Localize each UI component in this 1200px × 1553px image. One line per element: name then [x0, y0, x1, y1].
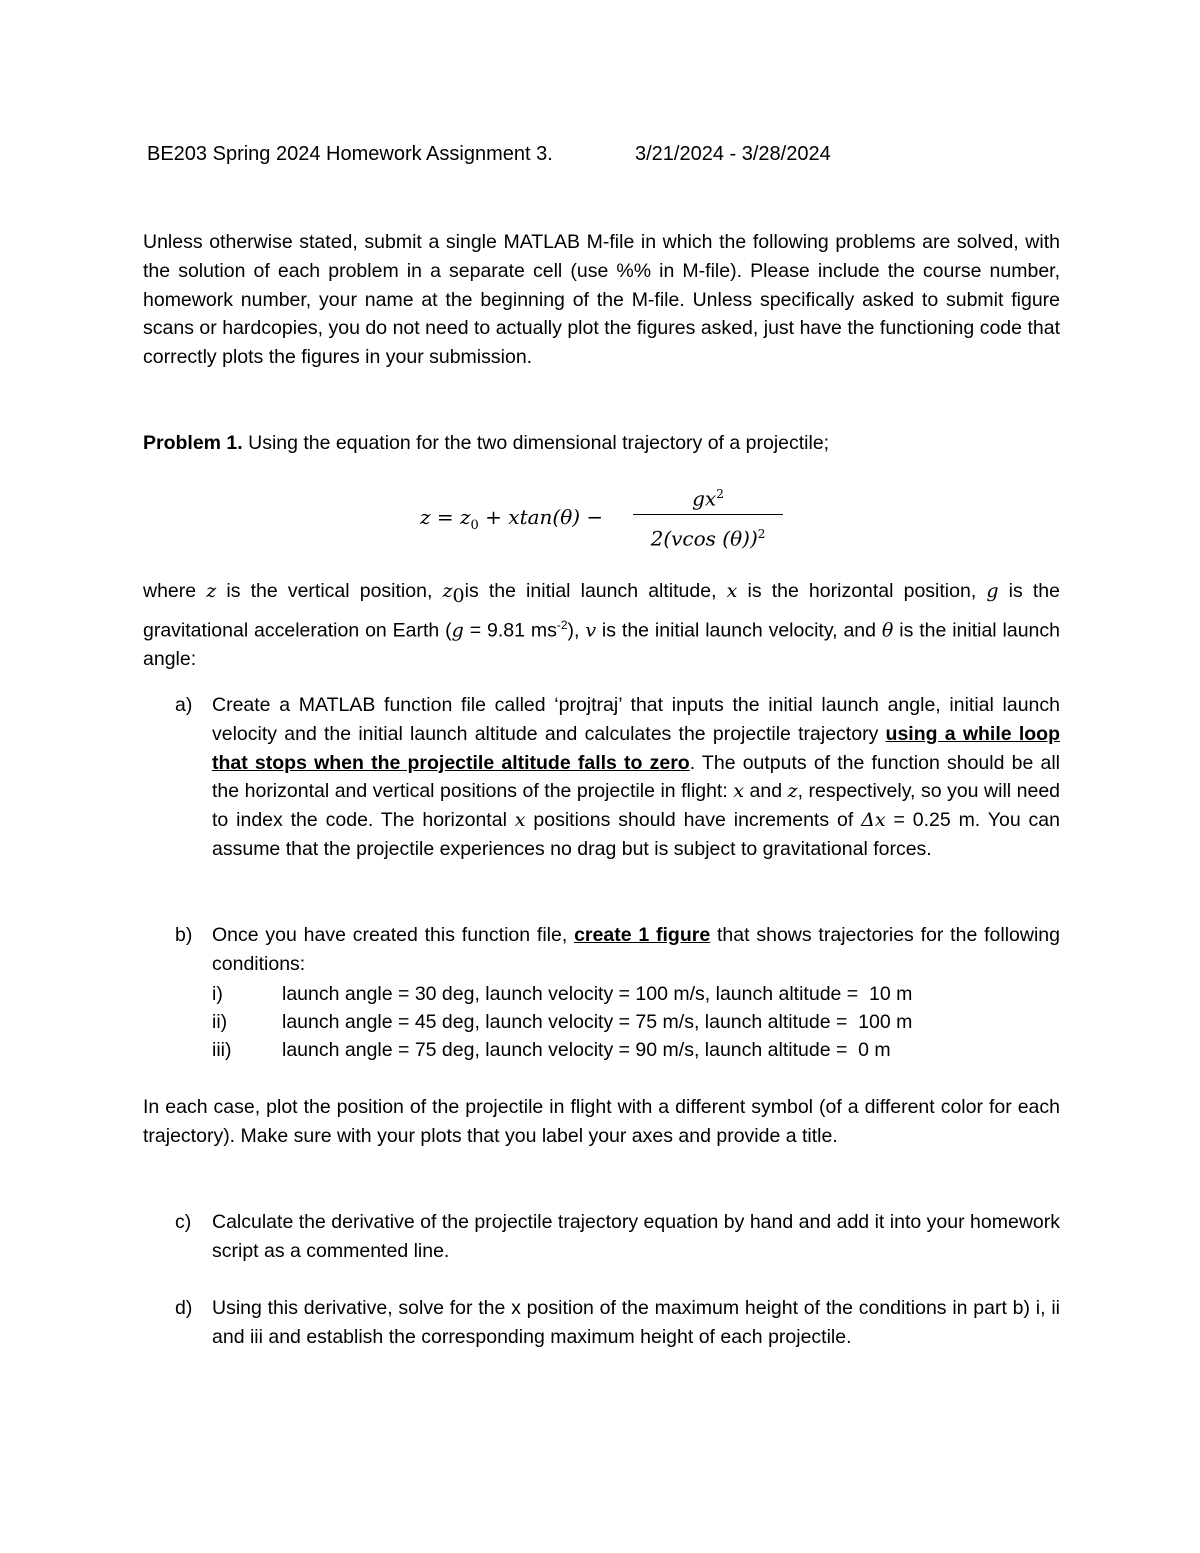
part-d-text: Using this derivative, solve for the x position of the maximum height of the conditions in part b) i, ii and iii and establish the corresponding maximum height of each projectile. [212, 1297, 1060, 1348]
part-a-underlined: using a while loop that stops when the projectile altitude falls to zero [212, 722, 1060, 774]
equation-numerator: $gx^2$ [692, 486, 724, 511]
assignment-title: BE203 Spring 2024 Homework Assignment 3. [147, 143, 553, 165]
part-b-text: Once you have created this function file, create 1 figure that shows trajectories for the following conditions: [212, 924, 1060, 975]
part-a-text: Create a MATLAB function file called ‘projtraj’ that inputs the initial launch angle, initial launch velocity and the initial launch altitude and calculates the projectile trajectory using a while loop that stops when the projectile altitude falls to zero. The outputs of the function should be all the horizontal and vertical positions of the projectile in flight: x and z, respectively, so you will need to index the code. The horizontal x positions should have increments of Δx = 0.25 m. You can assume that the projectile experiences no drag but is subject to gravitational forces. [212, 694, 1061, 860]
page-title [147, 143, 831, 166]
problem-statement: Using the equation for the two dimensional trajectory of a projectile; [242, 432, 830, 454]
part-b-underlined: create 1 figure [574, 924, 711, 946]
trajectory-equation [420, 478, 800, 551]
fraction-bar [633, 514, 783, 515]
equation-lhs: $z = z_0 + xtan(\theta)$ − [420, 505, 604, 533]
part-c-text: Calculate the derivative of the projectile trajectory equation by hand and add it into your homework script as a commented line. [212, 1211, 1060, 1262]
part-d-label: d) [175, 1297, 193, 1319]
problem-1-heading [143, 429, 1060, 458]
variable-definitions: where z is the vertical position, $z_0is$ the initial launch altitude, x is the horizontal position, g is the gravitational acceleration on Earth (g = 9.81 $ms^{-2}$), v is the initial launch velocity, and θ is the initial launch angle: [143, 580, 1060, 670]
assignment-dates: 3/21/2024 - 3/28/2024 [635, 143, 831, 165]
intro-paragraph: Unless otherwise stated, submit a single MATLAB M-file in which the following problems are solved, with the solution of each problem in a separate cell (use %% in M-file). Please include the course number, homework number, your name at the beginning of the M-file. Unless specifically asked to submit figure scans or hardcopies, you do not need to actually plot the figures asked, just have the functioning code that correctly plots the figures in your submission. [143, 231, 1060, 369]
equation-fraction [633, 478, 783, 554]
part-b-label: b) [175, 924, 193, 946]
each-case-paragraph: In each case, plot the position of the projectile in flight with a different symbol (of a different color for each trajectory). Make sure with your plots that you label your axes and provide a title. [143, 1096, 1060, 1147]
part-a-label: a) [175, 694, 193, 716]
equation-denominator: 2(vcos (θ))$^2$ [650, 526, 766, 551]
document-page: BE203 Spring 2024 Homework Assignment 3. 3/21/2024 - 3/28/2024 Unless otherwise stated, submit a single MATLAB M-file in which the following problems are solved, with the solution of each problem in a separate cell (use %% in M-file). Please include the course number, homework number, your name at the beginning of the M-file. Unless specifically asked to submit figure scans or hardcopies, you do not need to actually plot the figures asked, just have the functioning code that correctly plots the figures in your submission. Problem 1. Using the equation for the two dimensional trajectory of a projectile; $z = z_0 + xtan(\theta)$ − $gx^2$ 2(vcos (θ))$^2$ where z is the vertical position, $z_0is$ the initial launch altitude, x is the horizontal position, g is the gravitational acceleration on Earth (g = 9.81 $ms^{-2}$), v is the initial launch velocity, and θ is the initial launch angle: a) Create a MATLAB function file called ‘projtraj’ that inputs the initial launch angle, initial launch velocity and the initial launch altitude and calculates the projectile trajectory using a while loop that stops when the projectile altitude falls to zero. The outputs of the function should be all the horizontal and vertical positions of the projectile in flight: x and z, respectively, so you will need to index the code. The horizontal x positions should have increments of Δx = 0.25 m. You can assume that the projectile experiences no drag but is subject to gravitational forces. b) Once you have created this function file, create 1 figure that shows trajectories for the following conditions: i) launch angle = 30 deg, launch velocity = 100 m/s, launch altitude = 10 m ii) launch angle = 45 deg, launch velocity = 75 m/s, launch altitude = 100 m iii) launch angle = 75 deg, launch velocity = 90 m/s, launch altitude = 0 m In each case, plot the position of the projectile in flight with a different symbol (of a different color for each trajectory). Make sure with your plots that you label your axes and provide a title. c) Calculate the derivative of the projectile trajectory equation by hand and add it into your homework script as a commented line. d) Using this derivative, solve for the x position of the maximum height of the conditions in part b) i, ii and iii and establish the corresponding maximum height of each projectile. [0, 0, 1200, 1553]
problem-label: Problem 1. [143, 432, 243, 454]
part-c-label: c) [175, 1211, 192, 1233]
